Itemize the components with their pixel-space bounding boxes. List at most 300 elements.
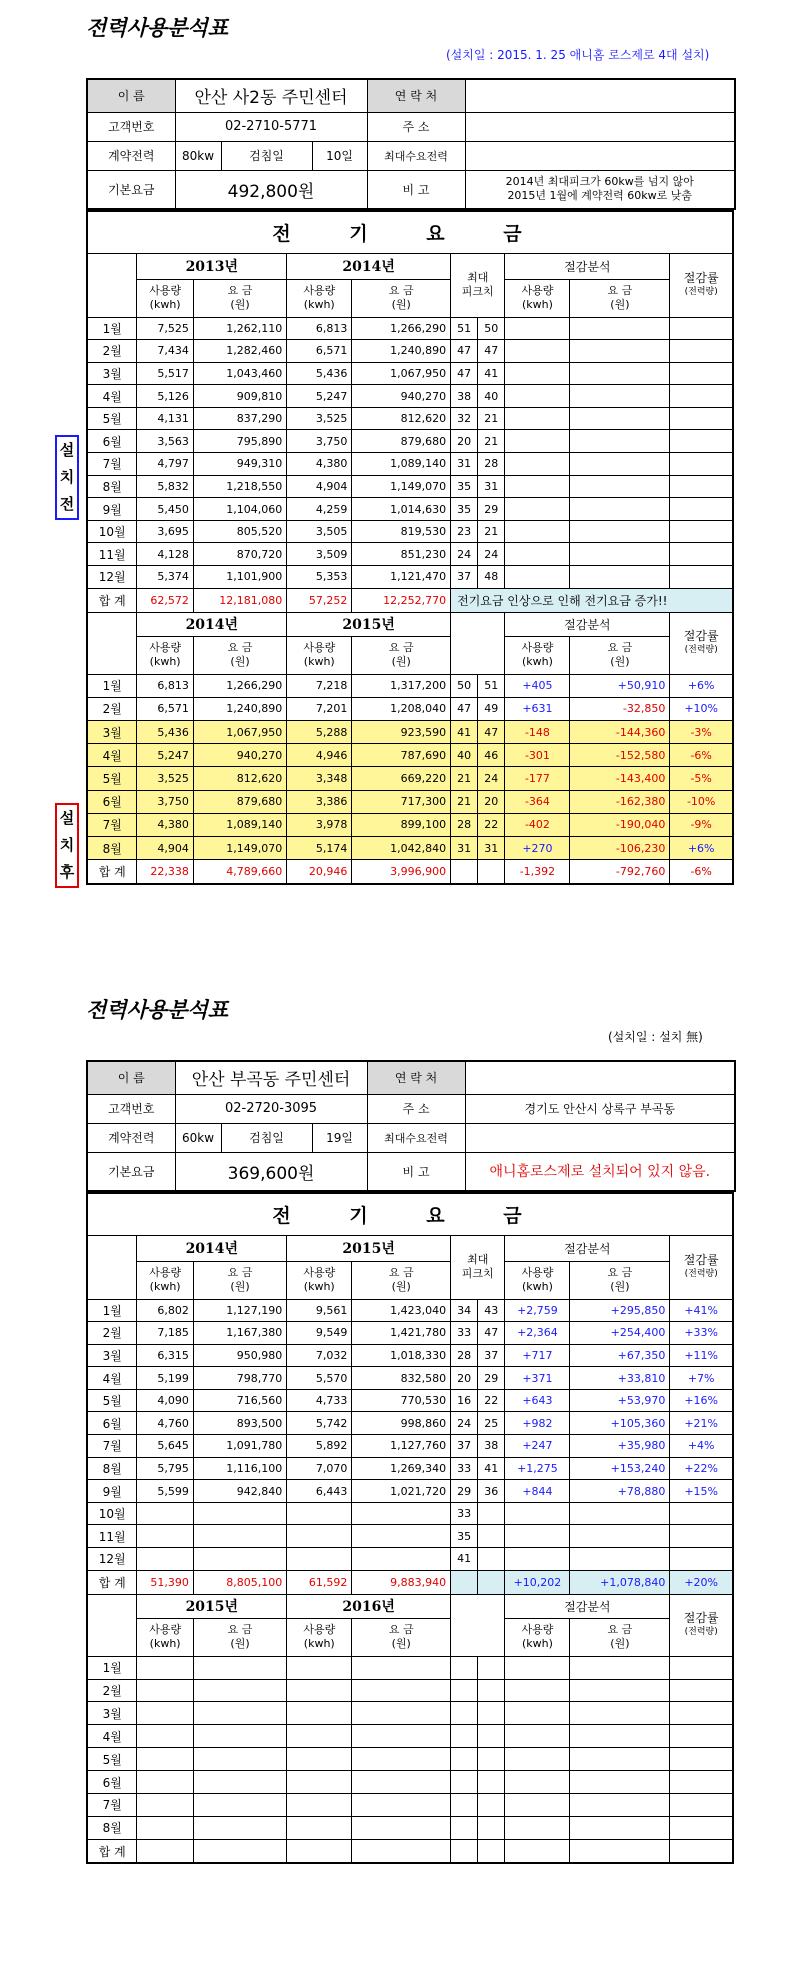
cell-p1: 40 bbox=[451, 744, 478, 767]
cell-ua: 5,436 bbox=[137, 721, 193, 744]
cell-ua: 7,185 bbox=[137, 1322, 193, 1345]
cell-fa: 798,770 bbox=[193, 1367, 286, 1390]
cell-ua bbox=[137, 1656, 193, 1679]
meter-day-label: 검침일 bbox=[221, 141, 312, 170]
peak-header: 최대 피크치 bbox=[451, 253, 505, 317]
cell-fb: 1,423,040 bbox=[352, 1299, 451, 1322]
cell-m: 2월 bbox=[87, 1679, 137, 1702]
cell-ub: 5,247 bbox=[287, 385, 352, 408]
cell-ua: 5,645 bbox=[137, 1435, 193, 1458]
savings-header: 절감분석 bbox=[505, 612, 670, 636]
year-b-header: 2015년 bbox=[287, 1235, 451, 1261]
cell-m: 12월 bbox=[87, 1548, 137, 1571]
cell-sf: -190,040 bbox=[570, 813, 670, 836]
cell-sf: +53,970 bbox=[570, 1389, 670, 1412]
month-row bbox=[87, 1816, 733, 1839]
cell-sf bbox=[570, 1702, 670, 1725]
cell-ub bbox=[287, 1793, 352, 1816]
year-compare-rows bbox=[87, 1299, 733, 1570]
cell-p1: 32 bbox=[451, 407, 478, 430]
cell-fb bbox=[352, 1816, 451, 1839]
year-a-header: 2015년 bbox=[137, 1594, 287, 1618]
cell-m: 8월 bbox=[87, 1457, 137, 1480]
cell-p1: 35 bbox=[451, 498, 478, 521]
cell-sf bbox=[570, 1771, 670, 1794]
year-a-header: 2013년 bbox=[137, 253, 287, 279]
cell-ub: 5,742 bbox=[287, 1412, 352, 1435]
cell-fb: 832,580 bbox=[352, 1367, 451, 1390]
year-a-header: 2014년 bbox=[137, 1235, 287, 1261]
cell-m: 12월 bbox=[87, 566, 137, 589]
customer-no-label: 고객번호 bbox=[87, 112, 175, 141]
cell-r bbox=[670, 1702, 733, 1725]
cell-p1 bbox=[451, 1748, 478, 1771]
usage-header: 사용량 (kwh) bbox=[287, 1618, 352, 1656]
cell-su: +247 bbox=[505, 1435, 570, 1458]
cell-ub: 6,571 bbox=[287, 340, 352, 363]
cell-fb: 1,266,290 bbox=[352, 317, 451, 340]
cell-ua: 6,315 bbox=[137, 1344, 193, 1367]
cell-m: 4월 bbox=[87, 744, 137, 767]
cell-p1: 41 bbox=[451, 1548, 478, 1571]
cell-sf bbox=[570, 1725, 670, 1748]
cell-r: +16% bbox=[670, 1389, 733, 1412]
cell-su: +717 bbox=[505, 1344, 570, 1367]
cell-ub: 4,259 bbox=[287, 498, 352, 521]
cell-m: 8월 bbox=[87, 836, 137, 859]
name-value: 안산 부곡동 주민센터 bbox=[175, 1061, 367, 1094]
remark-line-2: 2015년 1월에 계약전력 60kw로 낮춤 bbox=[507, 189, 693, 203]
cell-p2 bbox=[478, 1793, 505, 1816]
cell-p2 bbox=[478, 1725, 505, 1748]
name-value: 안산 사2동 주민센터 bbox=[175, 79, 367, 112]
usage-header: 사용량 (kwh) bbox=[137, 1261, 193, 1299]
cell-p1 bbox=[451, 1702, 478, 1725]
cell-p2: 48 bbox=[478, 566, 505, 589]
cell-sf bbox=[570, 1502, 670, 1525]
cell-fa bbox=[193, 1702, 286, 1725]
cell-p2: 22 bbox=[478, 1389, 505, 1412]
contract-power-value: 80kw bbox=[175, 141, 221, 170]
cell-p1 bbox=[451, 1816, 478, 1839]
month-row bbox=[87, 1435, 733, 1458]
cell-ua: 5,374 bbox=[137, 566, 193, 589]
cell-fb: 879,680 bbox=[352, 430, 451, 453]
cell-ub: 3,978 bbox=[287, 813, 352, 836]
cell-fb bbox=[352, 1748, 451, 1771]
cell-p2: 21 bbox=[478, 520, 505, 543]
cell-ub: 4,946 bbox=[287, 744, 352, 767]
cell-fa: 1,043,460 bbox=[193, 362, 286, 385]
base-fee-label: 기본요금 bbox=[87, 170, 175, 209]
cell-fa: 1,266,290 bbox=[193, 674, 286, 697]
fee-header: 요 금 (원) bbox=[193, 1618, 286, 1656]
cell-su bbox=[505, 1679, 570, 1702]
cell-sf: +153,240 bbox=[570, 1457, 670, 1480]
cell-sf: +33,810 bbox=[570, 1367, 670, 1390]
cell-p1: 16 bbox=[451, 1389, 478, 1412]
cell-p1: 37 bbox=[451, 566, 478, 589]
cell-fa: 1,218,550 bbox=[193, 475, 286, 498]
cell-ua: 5,517 bbox=[137, 362, 193, 385]
cell-su: -364 bbox=[505, 790, 570, 813]
cell-p2: 47 bbox=[478, 1322, 505, 1345]
cell-ub bbox=[287, 1771, 352, 1794]
cell-fa bbox=[193, 1816, 286, 1839]
cell-fb: 669,220 bbox=[352, 767, 451, 790]
savings-header: 절감분석 bbox=[505, 1594, 670, 1618]
base-fee-label: 기본요금 bbox=[87, 1152, 175, 1191]
cell-fb: 1,021,720 bbox=[352, 1480, 451, 1503]
remark-label: 비 고 bbox=[367, 170, 465, 209]
cell-fb: 1,018,330 bbox=[352, 1344, 451, 1367]
cell-p2: 24 bbox=[478, 543, 505, 566]
cell-ua bbox=[137, 1548, 193, 1571]
cell-fa: 1,101,900 bbox=[193, 566, 286, 589]
cell-ub: 5,570 bbox=[287, 1367, 352, 1390]
cell-p1: 51 bbox=[451, 317, 478, 340]
cell-m: 6월 bbox=[87, 790, 137, 813]
cell-su bbox=[505, 1748, 570, 1771]
cell-p2: 47 bbox=[478, 340, 505, 363]
month-row bbox=[87, 1389, 733, 1412]
cell-fb bbox=[352, 1656, 451, 1679]
cell-su bbox=[505, 1702, 570, 1725]
cell-p2: 21 bbox=[478, 430, 505, 453]
cell-sf bbox=[570, 1525, 670, 1548]
name-label: 이 름 bbox=[87, 79, 175, 112]
max-demand-label: 최대수요전력 bbox=[367, 141, 465, 170]
cell-m: 7월 bbox=[87, 453, 137, 476]
meter-day-value: 19일 bbox=[312, 1123, 367, 1152]
year-b-header: 2016년 bbox=[287, 1594, 451, 1618]
cell-m: 4월 bbox=[87, 1367, 137, 1390]
cell-r: +7% bbox=[670, 1367, 733, 1390]
contract-power-label: 계약전력 bbox=[87, 1123, 175, 1152]
cell-m: 2월 bbox=[87, 697, 137, 720]
cell-p2: 41 bbox=[478, 362, 505, 385]
cell-su bbox=[505, 1525, 570, 1548]
rate-header: 절감률 (전력량) bbox=[670, 612, 733, 674]
month-row bbox=[87, 1367, 733, 1390]
cell-ub: 7,032 bbox=[287, 1344, 352, 1367]
customer-no-label: 고객번호 bbox=[87, 1094, 175, 1123]
cell-fa: 795,890 bbox=[193, 430, 286, 453]
cell-p1: 24 bbox=[451, 1412, 478, 1435]
cell-r: +6% bbox=[670, 674, 733, 697]
cell-r: +11% bbox=[670, 1344, 733, 1367]
cell-m: 1월 bbox=[87, 674, 137, 697]
section-title: 전 기 요 금 bbox=[87, 211, 733, 253]
cell-p1: 38 bbox=[451, 385, 478, 408]
cell-p2: 51 bbox=[478, 674, 505, 697]
fee-header: 요 금 (원) bbox=[193, 279, 286, 317]
cell-r: -5% bbox=[670, 767, 733, 790]
cell-ua: 5,450 bbox=[137, 498, 193, 521]
cell-fa: 1,104,060 bbox=[193, 498, 286, 521]
cell-ub: 5,892 bbox=[287, 1435, 352, 1458]
cell-p2: 37 bbox=[478, 1344, 505, 1367]
cell-sf: -143,400 bbox=[570, 767, 670, 790]
cell-p2: 47 bbox=[478, 721, 505, 744]
cell-fa: 1,116,100 bbox=[193, 1457, 286, 1480]
cell-p2 bbox=[478, 1548, 505, 1571]
cell-ub: 3,509 bbox=[287, 543, 352, 566]
cell-ua bbox=[137, 1748, 193, 1771]
cell-p1: 28 bbox=[451, 1344, 478, 1367]
cell-su: +405 bbox=[505, 674, 570, 697]
cell-p1 bbox=[451, 1725, 478, 1748]
year-a-header: 2014년 bbox=[137, 612, 287, 636]
cell-su bbox=[505, 1656, 570, 1679]
month-row bbox=[87, 1793, 733, 1816]
cell-ub bbox=[287, 1816, 352, 1839]
cell-su: +371 bbox=[505, 1367, 570, 1390]
cell-p1: 34 bbox=[451, 1299, 478, 1322]
usage-header: 사용량 (kwh) bbox=[287, 636, 352, 674]
cell-su: -402 bbox=[505, 813, 570, 836]
address-label: 주 소 bbox=[367, 1094, 465, 1123]
cell-ua: 4,131 bbox=[137, 407, 193, 430]
fee-header: 요 금 (원) bbox=[193, 1261, 286, 1299]
cell-su: -148 bbox=[505, 721, 570, 744]
cell-fa: 1,240,890 bbox=[193, 697, 286, 720]
cell-fa: 879,680 bbox=[193, 790, 286, 813]
cell-fa bbox=[193, 1502, 286, 1525]
cell-fb: 1,089,140 bbox=[352, 453, 451, 476]
cell-r: +10% bbox=[670, 697, 733, 720]
cell-r: +22% bbox=[670, 1457, 733, 1480]
cell-ub: 3,505 bbox=[287, 520, 352, 543]
cell-m: 8월 bbox=[87, 475, 137, 498]
usage-header: 사용량 (kwh) bbox=[505, 1618, 570, 1656]
cell-p2 bbox=[478, 1525, 505, 1548]
month-row bbox=[87, 1548, 733, 1571]
cell-sf: +295,850 bbox=[570, 1299, 670, 1322]
cell-m: 3월 bbox=[87, 721, 137, 744]
usage-header: 사용량 (kwh) bbox=[505, 279, 570, 317]
cell-fb: 787,690 bbox=[352, 744, 451, 767]
month-row bbox=[87, 1748, 733, 1771]
cell-sf bbox=[570, 1793, 670, 1816]
cell-p1: 21 bbox=[451, 767, 478, 790]
fee-header: 요 금 (원) bbox=[352, 279, 451, 317]
customer-no-value: 02-2710-5771 bbox=[175, 112, 367, 141]
cell-p2: 31 bbox=[478, 836, 505, 859]
cell-fb bbox=[352, 1548, 451, 1571]
cell-p2: 28 bbox=[478, 453, 505, 476]
cell-m: 4월 bbox=[87, 1725, 137, 1748]
cell-p2 bbox=[478, 1679, 505, 1702]
cell-r: +33% bbox=[670, 1322, 733, 1345]
cell-ua: 3,695 bbox=[137, 520, 193, 543]
month-row bbox=[87, 1702, 733, 1725]
cell-sf: +50,910 bbox=[570, 674, 670, 697]
fee-header: 요 금 (원) bbox=[570, 1618, 670, 1656]
fee-header: 요 금 (원) bbox=[352, 1261, 451, 1299]
cell-m: 5월 bbox=[87, 407, 137, 430]
contract-power-label: 계약전력 bbox=[87, 141, 175, 170]
cell-p2 bbox=[478, 1816, 505, 1839]
cell-p2: 24 bbox=[478, 767, 505, 790]
month-row bbox=[87, 1656, 733, 1679]
cell-ub: 4,904 bbox=[287, 475, 352, 498]
cell-p2: 38 bbox=[478, 1435, 505, 1458]
install-note: (설치일 : 설치 無) bbox=[608, 1030, 703, 1044]
usage-header: 사용량 (kwh) bbox=[137, 1618, 193, 1656]
cell-ub: 6,443 bbox=[287, 1480, 352, 1503]
cell-fb: 923,590 bbox=[352, 721, 451, 744]
month-row bbox=[87, 1412, 733, 1435]
cell-m: 10월 bbox=[87, 520, 137, 543]
cell-ub: 5,353 bbox=[287, 566, 352, 589]
cell-ua: 5,247 bbox=[137, 744, 193, 767]
cell-fa: 805,520 bbox=[193, 520, 286, 543]
cell-m: 11월 bbox=[87, 1525, 137, 1548]
cell-p2: 29 bbox=[478, 1367, 505, 1390]
cell-p2: 25 bbox=[478, 1412, 505, 1435]
base-fee-value: 492,800원 bbox=[175, 170, 367, 209]
cell-sf bbox=[570, 1748, 670, 1771]
fee-header: 요 금 (원) bbox=[352, 1618, 451, 1656]
cell-p2 bbox=[478, 1702, 505, 1725]
cell-fb: 1,317,200 bbox=[352, 674, 451, 697]
cell-ub: 5,288 bbox=[287, 721, 352, 744]
cell-ub: 7,218 bbox=[287, 674, 352, 697]
cell-r: -3% bbox=[670, 721, 733, 744]
cell-fb: 819,530 bbox=[352, 520, 451, 543]
cell-ua: 4,090 bbox=[137, 1389, 193, 1412]
cell-ua: 5,599 bbox=[137, 1480, 193, 1503]
cell-fb: 1,149,070 bbox=[352, 475, 451, 498]
cell-sf: -144,360 bbox=[570, 721, 670, 744]
cell-r bbox=[670, 1771, 733, 1794]
cell-sf bbox=[570, 1679, 670, 1702]
cell-ub: 3,525 bbox=[287, 407, 352, 430]
cell-su bbox=[505, 1725, 570, 1748]
cell-m: 11월 bbox=[87, 543, 137, 566]
month-row bbox=[87, 1299, 733, 1322]
cell-r: +15% bbox=[670, 1480, 733, 1503]
cell-m: 2월 bbox=[87, 340, 137, 363]
cell-fb: 1,014,630 bbox=[352, 498, 451, 521]
cell-fa bbox=[193, 1748, 286, 1771]
cell-ua: 4,128 bbox=[137, 543, 193, 566]
cell-fa: 870,720 bbox=[193, 543, 286, 566]
cell-fa: 1,167,380 bbox=[193, 1322, 286, 1345]
cell-p1: 47 bbox=[451, 697, 478, 720]
cell-su: +2,364 bbox=[505, 1322, 570, 1345]
cell-p1: 29 bbox=[451, 1480, 478, 1503]
cell-p1: 28 bbox=[451, 813, 478, 836]
cell-fb: 1,042,840 bbox=[352, 836, 451, 859]
year-b-header: 2014년 bbox=[287, 253, 451, 279]
cell-r bbox=[670, 1679, 733, 1702]
cell-su: +1,275 bbox=[505, 1457, 570, 1480]
cell-r: +6% bbox=[670, 836, 733, 859]
cell-ub: 3,750 bbox=[287, 430, 352, 453]
cell-m: 9월 bbox=[87, 1480, 137, 1503]
cell-fb: 1,121,470 bbox=[352, 566, 451, 589]
cell-fa: 837,290 bbox=[193, 407, 286, 430]
name-label: 이 름 bbox=[87, 1061, 175, 1094]
contact-value bbox=[465, 1061, 735, 1094]
cell-fa: 1,282,460 bbox=[193, 340, 286, 363]
cell-fb: 812,620 bbox=[352, 407, 451, 430]
month-row bbox=[87, 1344, 733, 1367]
cell-su: +643 bbox=[505, 1389, 570, 1412]
cell-fb: 940,270 bbox=[352, 385, 451, 408]
remark-line-1: 2014년 최대피크가 60kw를 넘지 않아 bbox=[505, 175, 694, 189]
fee-header: 요 금 (원) bbox=[570, 1261, 670, 1299]
cell-p1: 20 bbox=[451, 1367, 478, 1390]
cell-fa bbox=[193, 1679, 286, 1702]
cell-fb: 1,269,340 bbox=[352, 1457, 451, 1480]
cell-ub bbox=[287, 1725, 352, 1748]
cell-p1: 20 bbox=[451, 430, 478, 453]
cell-fa bbox=[193, 1771, 286, 1794]
cell-m: 5월 bbox=[87, 767, 137, 790]
cell-p1 bbox=[451, 1771, 478, 1794]
month-row bbox=[87, 1502, 733, 1525]
cell-fb: 1,208,040 bbox=[352, 697, 451, 720]
cell-ua: 5,126 bbox=[137, 385, 193, 408]
cell-fa bbox=[193, 1793, 286, 1816]
cell-p1: 35 bbox=[451, 1525, 478, 1548]
usage-header: 사용량 (kwh) bbox=[505, 636, 570, 674]
cell-ua bbox=[137, 1725, 193, 1748]
cell-ua bbox=[137, 1525, 193, 1548]
cell-sf bbox=[570, 1816, 670, 1839]
cell-p1 bbox=[451, 1793, 478, 1816]
peak-header: 최대 피크치 bbox=[451, 1235, 505, 1299]
cell-ub: 7,070 bbox=[287, 1457, 352, 1480]
cell-p1 bbox=[451, 1656, 478, 1679]
month-row bbox=[87, 1480, 733, 1503]
cell-m: 1월 bbox=[87, 317, 137, 340]
cell-r: -9% bbox=[670, 813, 733, 836]
cell-sf: -32,850 bbox=[570, 697, 670, 720]
customer-no-value: 02-2720-3095 bbox=[175, 1094, 367, 1123]
cell-ub bbox=[287, 1525, 352, 1548]
before-install-label: 설 치 전 bbox=[55, 435, 79, 520]
total-row: 합 계 22,338 4,789,660 20,946 3,996,900 -1,392 -792,760 -6% bbox=[87, 860, 733, 884]
cell-p2: 22 bbox=[478, 813, 505, 836]
cell-sf: +35,980 bbox=[570, 1435, 670, 1458]
month-row bbox=[87, 1725, 733, 1748]
usage-header: 사용량 (kwh) bbox=[505, 1261, 570, 1299]
fee-header: 요 금 (원) bbox=[570, 279, 670, 317]
rate-header: 절감률 (전력량) bbox=[670, 253, 733, 317]
cell-su bbox=[505, 1793, 570, 1816]
total-row: 합 계 bbox=[87, 1839, 733, 1863]
remark-value: 애니홈로스제로 설치되어 있지 않음. bbox=[465, 1152, 735, 1191]
electricity-fee-table bbox=[86, 1192, 734, 1864]
cell-fb bbox=[352, 1771, 451, 1794]
cell-fb bbox=[352, 1725, 451, 1748]
cell-r bbox=[670, 1793, 733, 1816]
cell-p1: 47 bbox=[451, 340, 478, 363]
cell-fb bbox=[352, 1702, 451, 1725]
cell-fb: 851,230 bbox=[352, 543, 451, 566]
cell-r bbox=[670, 1816, 733, 1839]
cell-r bbox=[670, 1748, 733, 1771]
cell-fa: 1,091,780 bbox=[193, 1435, 286, 1458]
cell-p1: 31 bbox=[451, 453, 478, 476]
cell-m: 7월 bbox=[87, 813, 137, 836]
cell-ua: 3,525 bbox=[137, 767, 193, 790]
cell-p1 bbox=[451, 1679, 478, 1702]
